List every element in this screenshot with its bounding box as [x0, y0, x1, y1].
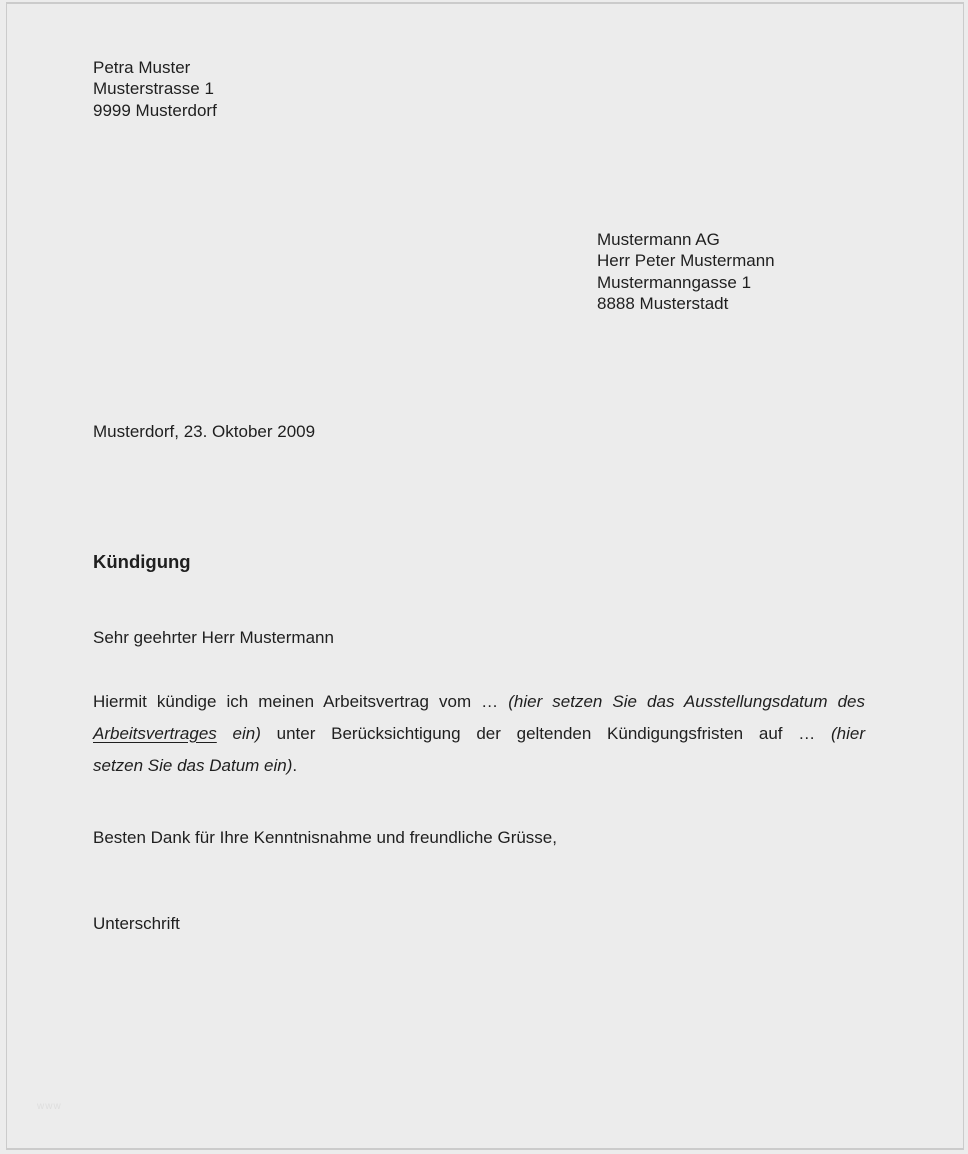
body-line-1 — [93, 686, 865, 718]
sender-street: Musterstrasse 1 — [93, 79, 214, 99]
subject-heading: Kündigung — [93, 551, 191, 572]
body-line-2 — [93, 718, 865, 750]
closing-line: Besten Dank für Ihre Kenntnisnahme und freundliche Grüsse, — [93, 828, 557, 847]
body-placeholder-hint: ein) — [216, 724, 277, 743]
body-paragraph — [93, 686, 865, 782]
page-border — [6, 2, 964, 1150]
recipient-company: Mustermann AG — [597, 230, 720, 249]
body-placeholder-hint: (hier — [831, 724, 866, 743]
body-text: Hiermit kündige ich meinen Arbeitsvertrag vom … — [93, 692, 509, 711]
recipient-name: Herr Peter Mustermann — [597, 251, 775, 271]
body-underlined-term: Arbeitsvertrages — [93, 724, 217, 743]
signature-label: Unterschrift — [93, 914, 180, 933]
watermark: www — [37, 1101, 62, 1112]
salutation: Sehr geehrter Herr Mustermann — [93, 628, 334, 647]
body-placeholder-hint: (hier setzen Sie das Ausstellungsdatum des — [508, 692, 865, 711]
sender-name: Petra Muster — [93, 58, 191, 77]
recipient-address-block — [597, 229, 775, 315]
date-line: Musterdorf, 23. Oktober 2009 — [93, 422, 316, 441]
body-placeholder-hint: setzen Sie das Datum ein) — [93, 756, 293, 775]
sender-city: 9999 Musterdorf — [93, 100, 217, 120]
recipient-street: Mustermanngasse 1 — [597, 272, 752, 292]
body-text: . — [292, 756, 298, 775]
body-text: unter Berücksichtigung der geltenden Kündigungsfristen auf … — [276, 724, 831, 743]
recipient-city: 8888 Musterstadt — [597, 294, 729, 314]
body-line-3 — [93, 750, 865, 782]
sender-address-block — [93, 57, 217, 121]
